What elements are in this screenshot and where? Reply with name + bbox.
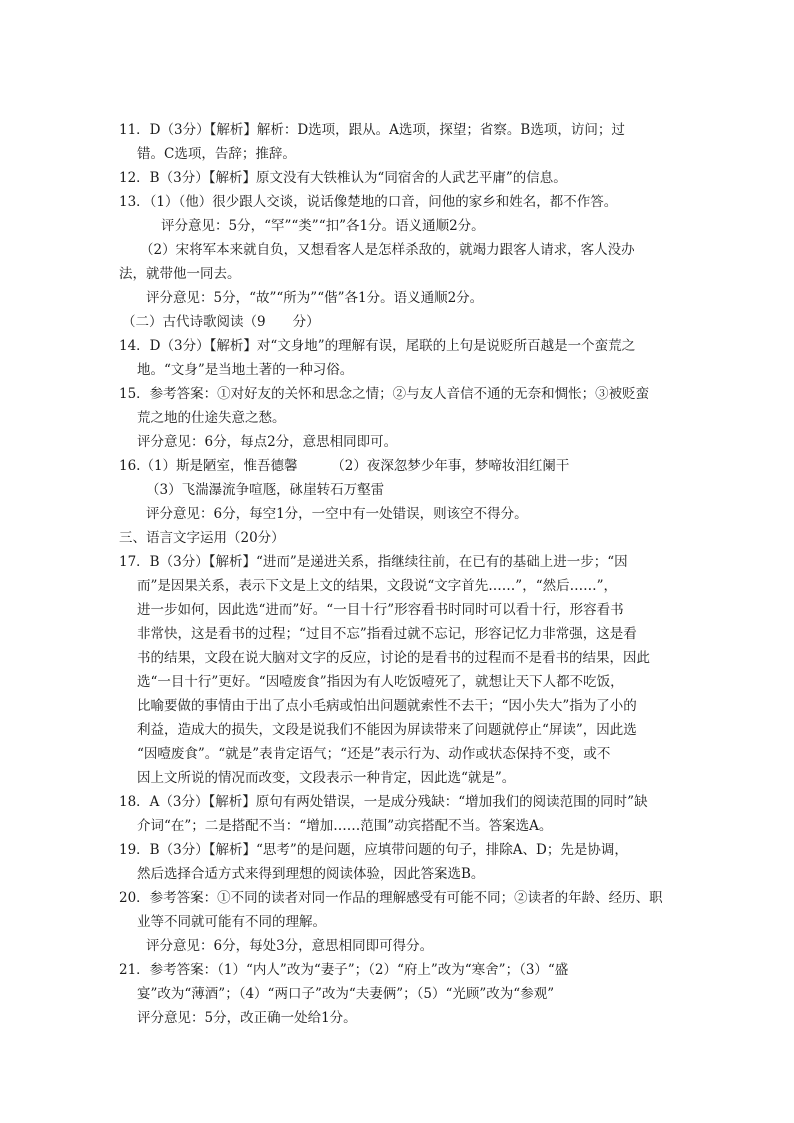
text-line: 三、语言文字运用（20分） <box>119 530 285 546</box>
text-line: 比喻要做的事情由于出了点小毛病或怕出问题就索性不去干；“因小失大”指为了小的 <box>137 698 637 714</box>
text-line: 评分意见：5分，“罕”“类”“扣”各1分。语义通顺2分。 <box>161 218 485 234</box>
text-line: 评分意见：6分，每处3分，意思相同即可得分。 <box>146 938 434 954</box>
text-line: 错。C选项，告辞；推辞。 <box>137 146 296 162</box>
text-line: 评分意见：6分，每点2分，意思相同即可。 <box>137 434 398 450</box>
text-line: 选“一目十行”更好。“因噎废食”指因为有人吃饭噎死了，就想让天下人都不吃饭， <box>137 674 624 690</box>
text-line: 法，就带他一同去。 <box>119 266 241 282</box>
text-line: 书的结果，文段在说大脑对文字的反应，讨论的是看书的过程而不是看书的结果，因此 <box>137 650 650 666</box>
text-line: 荒之地的仕途失意之愁。 <box>137 410 286 426</box>
text-line: 12．B（3分）【解析】原文没有大铁椎认为“同宿舍的人武艺平庸”的信息。 <box>119 170 567 186</box>
text-line: 然后选择合适方式来得到理想的阅读体验，因此答案选B。 <box>137 866 485 882</box>
text-line: 介词“在”；二是搭配不当：“增加……范围”动宾搭配不当。答案选A。 <box>137 818 553 834</box>
text-line: 宴”改为“薄酒”；（4）“两口子”改为“夫妻俩”；（5）“光顾”改为“参观” <box>137 986 555 1002</box>
text-line: 11．D（3分）【解析】解析：D选项，跟从。A选项，探望；省察。B选项，访问；过 <box>119 122 625 138</box>
text-line: （二）古代诗歌阅读（9 分） <box>122 314 320 330</box>
text-line: 18．A（3分）【解析】原句有两处错误，一是成分残缺：“增加我们的阅读范围的同时”缺 <box>119 794 648 810</box>
text-line: 进一步如何，因此选“进而”好。“一目十行”形容看书时同时可以看十行，形容看书 <box>137 602 624 618</box>
text-line: 非常快，这是看书的过程；“过目不忘”指看过就不忘记，形容记忆力非常强，这是看 <box>137 626 637 642</box>
text-line: 因上文所说的情况而改变，文段表示一种肯定，因此选“就是”。 <box>137 770 516 786</box>
text-line: 21．参考答案：（1）“内人”改为“妻子”；（2）“府上”改为“寒舍”；（3）“盛 <box>119 962 569 978</box>
text-line: 19．B（3分）【解析】“思考”的是问题，应填带问题的句子，排除A、D；先是协调， <box>119 842 628 858</box>
text-line: 业等不同就可能有不同的理解。 <box>137 914 326 930</box>
text-line: 而”是因果关系，表示下文是上文的结果，文段说“文字首先……”，“然后……”， <box>137 578 618 594</box>
text-line: 利益，造成大的损失，文段是说我们不能因为屏读带来了问题就停止“屏读”，因此选 <box>137 722 637 738</box>
text-line: （3）飞湍瀑流争喧豗，砯崖转石万壑雷 <box>146 482 385 498</box>
text-line: 16.（1）斯是陋室，惟吾德馨 （2）夜深忽梦少年事，梦啼妆泪红阑干 <box>119 458 570 474</box>
text-line: （2）宋将军本来就自负，又想看客人是怎样杀敌的，就竭力跟客人请求，客人没办 <box>140 242 635 258</box>
text-line: 评分意见：5分，改正确一处给1分。 <box>137 1010 357 1026</box>
text-line: 地。“文身”是当地土著的一种习俗。 <box>137 362 354 378</box>
text-line: 20．参考答案：①不同的读者对同一作品的理解感受有可能不同；②读者的年龄、经历、职 <box>119 890 663 906</box>
text-line: “因噎废食”。“就是”表肯定语气；“还是”表示行为、动作或状态保持不变，或不 <box>137 746 611 762</box>
text-line: 13．（1）（他）很少跟人交谈，说话像楚地的口音，问他的家乡和姓名，都不作答。 <box>119 194 618 210</box>
text-line: 15．参考答案：①对好友的关怀和思念之情；②与友人音信不通的无奈和惆怅；③被贬蛮 <box>119 386 650 402</box>
text-line: 评分意见：6分，每空1分，一空中有一处错误，则该空不得分。 <box>146 506 528 522</box>
text-line: 14．D（3分）【解析】对“文身地”的理解有误，尾联的上句是说贬所百越是一个蛮荒之 <box>119 338 636 354</box>
text-line: 评分意见：5分，“故”“所为”“偕”各1分。语义通顺2分。 <box>146 290 484 306</box>
text-line: 17．B（3分）【解析】“进而”是递进关系，指继续往前，在已有的基础上进一步；“因 <box>119 554 628 570</box>
